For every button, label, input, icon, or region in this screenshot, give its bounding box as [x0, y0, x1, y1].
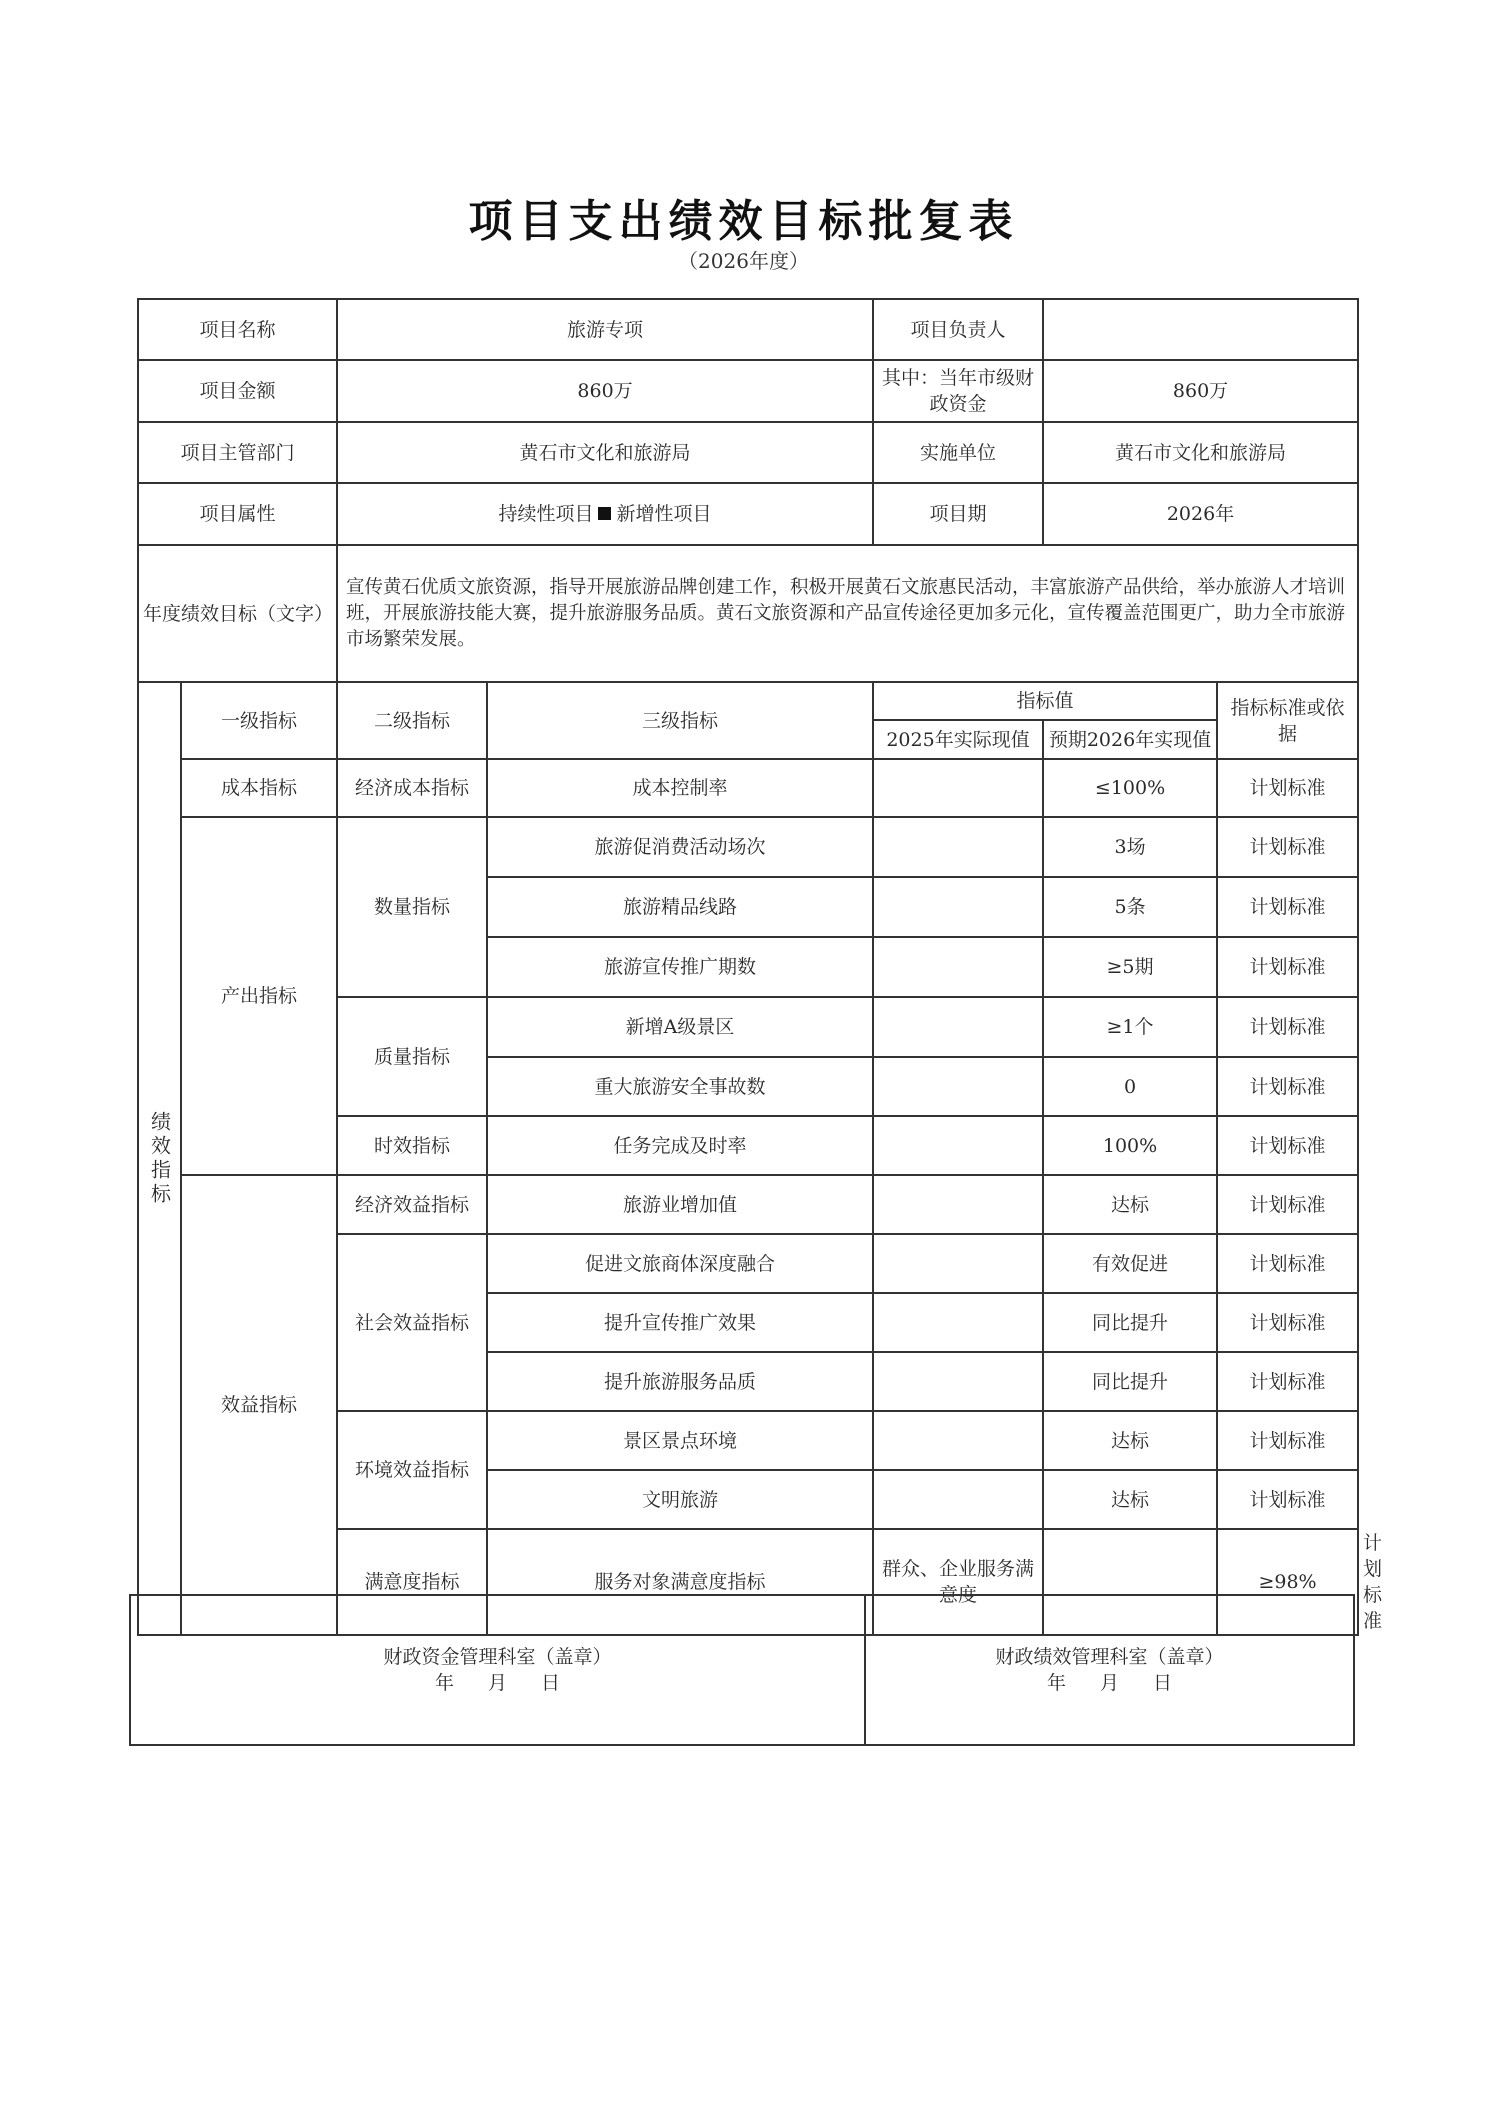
info-row-name: [138, 299, 1358, 360]
level2-social-benefit: 社会效益指标: [337, 1234, 487, 1411]
signature-left: [130, 1595, 865, 1745]
level3-name: 旅游精品线路: [487, 877, 873, 937]
actual-value: [873, 997, 1043, 1057]
level2-economic-cost: 经济成本指标: [337, 759, 487, 817]
header-actual-2025: 2025年实际现值: [873, 720, 1043, 759]
fund-value: 860万: [1043, 360, 1358, 422]
page-subtitle: （2026年度）: [678, 249, 809, 273]
expected-value: 同比提升: [1043, 1352, 1217, 1411]
header-level2: 二级指标: [337, 682, 487, 759]
impl-value: 黄石市文化和旅游局: [1043, 422, 1358, 483]
level3-name: 提升旅游服务品质: [487, 1352, 873, 1411]
level3-name: 任务完成及时率: [487, 1116, 873, 1175]
basis-value: 计划标准: [1217, 877, 1358, 937]
attr-value: [337, 483, 873, 545]
level3-name: 成本控制率: [487, 759, 873, 817]
actual-value: [873, 759, 1043, 817]
performance-table: [137, 298, 1383, 1636]
header-value: 指标值: [873, 682, 1217, 720]
impl-label: 实施单位: [873, 422, 1043, 483]
period-label: 项目期: [873, 483, 1043, 545]
checked-square-icon: [598, 507, 611, 520]
expected-value: 达标: [1043, 1470, 1217, 1529]
header-basis: 指标标准或依据: [1217, 682, 1358, 759]
dept-label: 项目主管部门: [138, 422, 337, 483]
actual-value: [873, 1175, 1043, 1234]
basis-value: 计划标准: [1217, 1116, 1358, 1175]
level1-satisfaction: 满意度指标: [337, 1529, 487, 1635]
level2-economic-benefit: 经济效益指标: [337, 1175, 487, 1234]
level3-name: 群众、企业服务满意度: [873, 1529, 1043, 1635]
page-title: 项目支出绩效目标批复表: [468, 196, 1019, 247]
amount-label: 项目金额: [138, 360, 337, 422]
level3-name: 重大旅游安全事故数: [487, 1057, 873, 1116]
level1-benefit: 效益指标: [181, 1175, 337, 1635]
actual-value: [873, 1057, 1043, 1116]
basis-value: 计划标准: [1217, 1234, 1358, 1293]
expected-value: ≥1个: [1043, 997, 1217, 1057]
table-row: 满意度指标 服务对象满意度指标 群众、企业服务满意度 ≥98% 计划标准: [138, 1529, 1358, 1635]
actual-value: [873, 1352, 1043, 1411]
level1-output: 产出指标: [181, 817, 337, 1175]
actual-value: [873, 1411, 1043, 1470]
attr-continuing: 持续性项目: [498, 503, 594, 525]
level3-name: 新增A级景区: [487, 997, 873, 1057]
basis-value: 计划标准: [1217, 759, 1358, 817]
right-date-line: 年 月 日: [1046, 1672, 1173, 1694]
actual-value: [873, 1470, 1043, 1529]
right-office-label: 财政绩效管理科室（盖章）: [995, 1646, 1224, 1668]
expected-value: 3场: [1043, 817, 1217, 877]
table-row: [138, 1175, 1358, 1234]
basis-value: 计划标准: [1217, 1411, 1358, 1470]
actual-value: [873, 937, 1043, 997]
level3-name: 旅游促消费活动场次: [487, 817, 873, 877]
level1-cost: 成本指标: [181, 759, 337, 817]
attr-new: 新增性项目: [616, 503, 712, 525]
info-row-attr: [138, 483, 1358, 545]
actual-value: [873, 1293, 1043, 1352]
expected-value: ≥98%: [1217, 1529, 1358, 1635]
level3-name: 旅游宣传推广期数: [487, 937, 873, 997]
fund-label: 其中：当年市级财政资金: [873, 360, 1043, 422]
expected-value: 达标: [1043, 1411, 1217, 1470]
actual-value: [873, 877, 1043, 937]
expected-value: ≤100%: [1043, 759, 1217, 817]
goal-text: 宣传黄石优质文旅资源，指导开展旅游品牌创建工作，积极开展黄石文旅惠民活动，丰富旅游产品供给，举办旅游人才培训班，开展旅游技能大赛，提升旅游服务品质。黄石文旅资源和产品宣传途径更加多元化，宣传覆盖范围更广，助力全市旅游市场繁荣发展。: [337, 545, 1358, 682]
actual-value: [873, 817, 1043, 877]
goal-label: 年度绩效目标（文字）: [138, 545, 337, 682]
header-level3: 三级指标: [487, 682, 873, 759]
level3-name: 文明旅游: [487, 1470, 873, 1529]
expected-value: 5条: [1043, 877, 1217, 937]
signature-table: [129, 1594, 1355, 1746]
attr-label: 项目属性: [138, 483, 337, 545]
indicator-header-row: [138, 682, 1358, 720]
expected-value: 达标: [1043, 1175, 1217, 1234]
name-value: 旅游专项: [337, 299, 873, 360]
header-expected-2026: 预期2026年实现值: [1043, 720, 1217, 759]
info-row-dept: [138, 422, 1358, 483]
left-office-label: 财政资金管理科室（盖章）: [383, 1646, 612, 1668]
basis-value: 计划标准: [1217, 817, 1358, 877]
left-date-line: 年 月 日: [434, 1672, 561, 1694]
expected-value: 0: [1043, 1057, 1217, 1116]
name-label: 项目名称: [138, 299, 337, 360]
basis-value: 计划标准: [1217, 997, 1358, 1057]
leader-value: [1043, 299, 1358, 360]
table-row: [138, 817, 1358, 877]
level2-timeliness: 时效指标: [337, 1116, 487, 1175]
expected-value: 有效促进: [1043, 1234, 1217, 1293]
level2-environment-benefit: 环境效益指标: [337, 1411, 487, 1529]
header-level1: 一级指标: [181, 682, 337, 759]
actual-value: [873, 1116, 1043, 1175]
leader-label: 项目负责人: [873, 299, 1043, 360]
table-row: [138, 759, 1358, 817]
basis-value: 计划标准: [1217, 937, 1358, 997]
level3-name: 促进文旅商体深度融合: [487, 1234, 873, 1293]
amount-value: 860万: [337, 360, 873, 422]
info-row-goal: [138, 545, 1358, 682]
level3-name: 景区景点环境: [487, 1411, 873, 1470]
basis-value: 计划标准: [1217, 1175, 1358, 1234]
level2-service-satisfaction: 服务对象满意度指标: [487, 1529, 873, 1635]
level2-quantity: 数量指标: [337, 817, 487, 997]
level3-name: 旅游业增加值: [487, 1175, 873, 1234]
period-value: 2026年: [1043, 483, 1358, 545]
actual-value: [873, 1234, 1043, 1293]
basis-value: 计划标准: [1217, 1293, 1358, 1352]
expected-value: 100%: [1043, 1116, 1217, 1175]
level2-quality: 质量指标: [337, 997, 487, 1116]
info-row-amount: [138, 360, 1358, 422]
level3-name: 提升宣传推广效果: [487, 1293, 873, 1352]
indicator-section-label: 绩效指标: [138, 682, 181, 1635]
basis-value: 计划标准: [1217, 1470, 1358, 1529]
basis-value: 计划标准: [1217, 1352, 1358, 1411]
dept-value: 黄石市文化和旅游局: [337, 422, 873, 483]
signature-right: [865, 1595, 1354, 1745]
basis-value: 计划标准: [1217, 1057, 1358, 1116]
expected-value: ≥5期: [1043, 937, 1217, 997]
expected-value: 同比提升: [1043, 1293, 1217, 1352]
